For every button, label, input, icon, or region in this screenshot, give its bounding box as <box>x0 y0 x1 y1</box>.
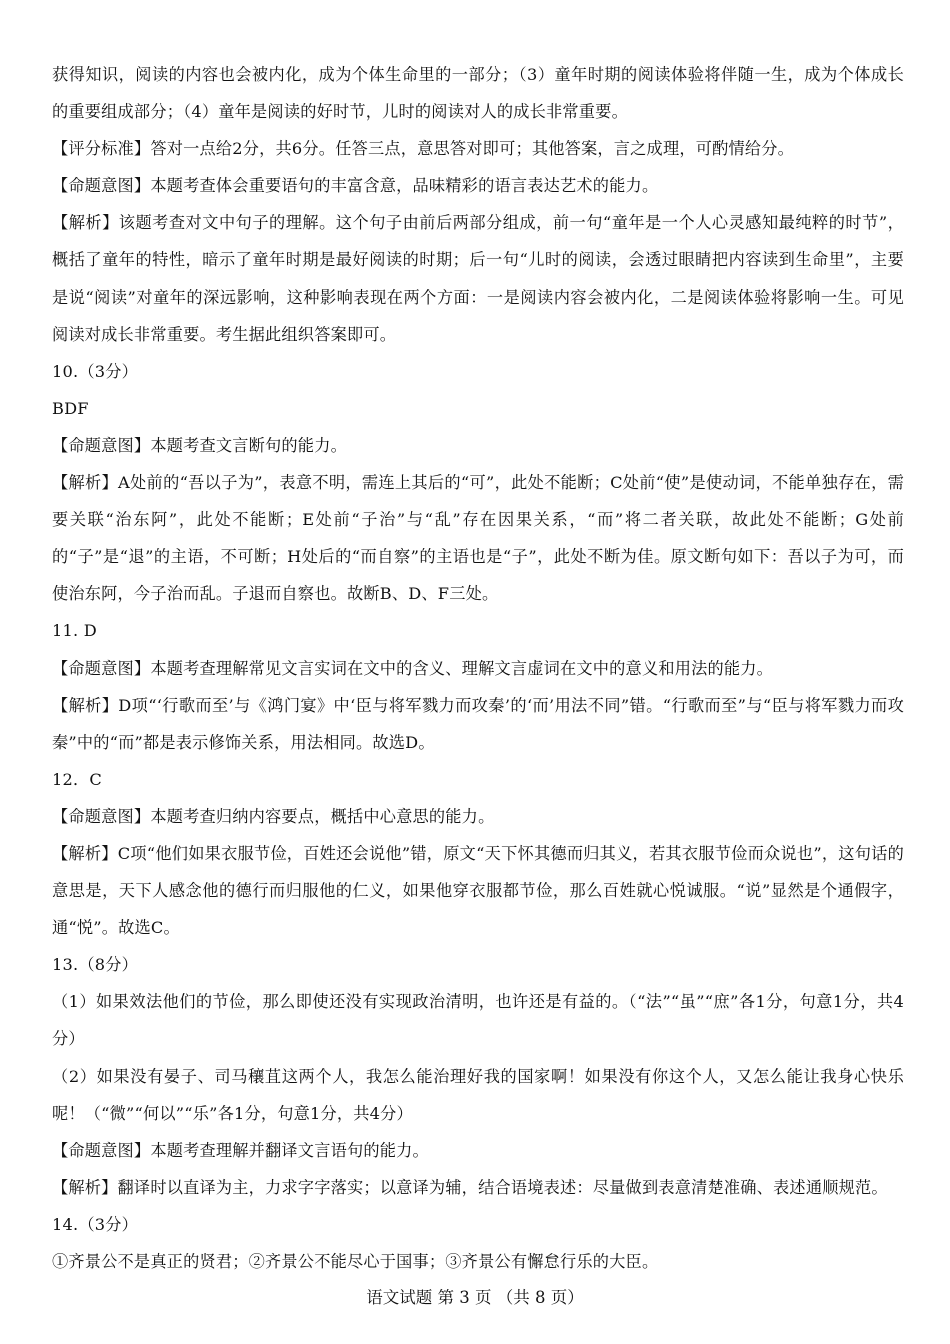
question-number: 13.（8分） <box>52 955 139 975</box>
translation-answer: （2）如果没有晏子、司马穰苴这两个人，我怎么能治理好我的国家啊！如果没有你这个人，又怎么能让我身心快乐呢！（“微”“何以”“乐”各1分，句意1分，共4分） <box>52 1066 904 1123</box>
page-footer: 语文试题 第 3 页 （共 8 页） <box>366 1288 584 1307</box>
question-intent: 【命题意图】本题考查理解常见文言实词在文中的含义、理解文言虚词在文中的意义和用法的能力。 <box>52 658 774 678</box>
answer-text: BDF <box>52 398 89 418</box>
analysis: 【解析】D项“‘行歌而至’与《鸿门宴》中‘臣与将军戮力而攻秦’的‘而’用法不同”错。“行歌而至”与“臣与将军戮力而攻秦”中的“而”都是表示修饰关系，用法相同。故选D。 <box>52 695 904 752</box>
answer-text: ①齐景公不是真正的贤君；②齐景公不能尽心于国事；③齐景公有懈怠行乐的大臣。 <box>52 1252 659 1271</box>
question-intent: 【命题意图】本题考查体会重要语句的丰富含意，品味精彩的语言表达艺术的能力。 <box>52 176 659 196</box>
question-number: 14.（3分） <box>52 1214 139 1234</box>
question-intent: 【命题意图】本题考查文言断句的能力。 <box>52 435 347 455</box>
analysis: 【解析】该题考查对文中句子的理解。这个句子由前后两部分组成，前一句“童年是一个人心灵感知最纯粹的时节”，概括了童年的特性，暗示了童年时期是最好阅读的时期；后一句“儿时的阅读，会透过眼睛把内容读到生命里”，主要是说“阅读”对童年的深远影响，这种影响表现在两个方面：一是阅读内容会被内化，二是阅读体验将影响一生。可见阅读对成长非常重要。考生据此组织答案即可。 <box>52 213 904 344</box>
question-intent: 【命题意图】本题考查理解并翻译文言语句的能力。 <box>52 1140 429 1160</box>
translation-answer: （1）如果效法他们的节俭，那么即使还没有实现政治清明，也许还是有益的。（“法”“虽”“庶”各1分，句意1分，共4分） <box>52 992 904 1049</box>
scoring-criteria: 【评分标准】答对一点给2分，共6分。任答三点，意思答对即可；其他答案，言之成理，可酌情给分。 <box>52 139 795 159</box>
analysis: 【解析】翻译时以直译为主，力求字字落实；以意译为辅，结合语境表述：尽量做到表意清楚准确、表述通顺规范。 <box>52 1177 888 1197</box>
analysis: 【解析】A处前的“吾以子为”，表意不明，需连上其后的“可”，此处不能断；C处前“使”是使动词，不能单独存在，需要关联“治东阿”，此处不能断；E处前“子治”与“乱”存在因果关系，“而”将二者关联，故此处不能断；G处前的“子”是“退”的主语，不可断；H处后的“而自察”的主语也是“子”，此处不断为佳。原文断句如下：吾以子为可，而使治东阿，今子治而乱。子退而自察也。故断B、D、F三处。 <box>52 473 904 604</box>
analysis: 【解析】C项“他们如果衣服节俭，百姓还会说他”错，原文“天下怀其德而归其义，若其衣服节俭而众说也”，这句话的意思是，天下人感念他的德行而归服他的仁义，如果他穿衣服都节俭，那么百姓就心悦诚服。“说”显然是个通假字，通“悦”。故选C。 <box>52 843 904 938</box>
question-number: 12．C <box>52 769 102 789</box>
question-intent: 【命题意图】本题考查归纳内容要点，概括中心意思的能力。 <box>52 806 495 826</box>
answer-content <box>52 56 904 1280</box>
question-number: 10.（3分） <box>52 361 139 381</box>
question-number: 11. D <box>52 621 97 641</box>
answer-paragraph: 获得知识，阅读的内容也会被内化，成为个体生命里的一部分；（3）童年时期的阅读体验将伴随一生，成为个体成长的重要组成部分；（4）童年是阅读的好时节，儿时的阅读对人的成长非常重要。 <box>52 65 904 122</box>
